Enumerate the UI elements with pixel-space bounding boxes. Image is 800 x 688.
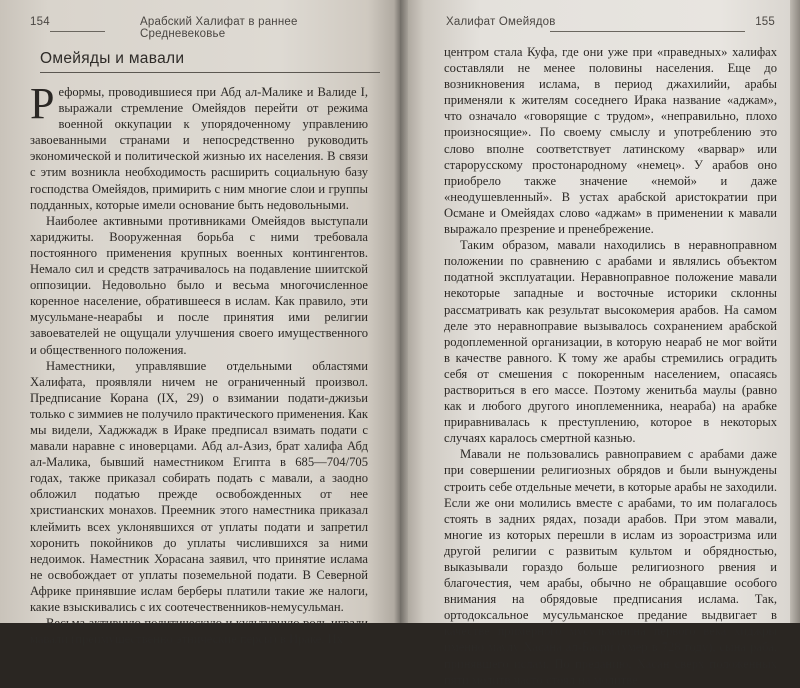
- right-body-text: [444, 44, 777, 688]
- left-head-rule: [50, 31, 105, 32]
- section-rule: [40, 72, 380, 73]
- right-page: [400, 0, 800, 687]
- right-paragraph-2: Таким образом, мавали находились в неравноправном положении по сравнению с арабами и являлись объектом податной эксплуатации. Неравноправное положение мавали некоторые западные и восточные историки склонны рассматривать как результат высокомерия арабов. На самом деле это неравноправие вызывалось сохранением арабской родоплеменной организации, в которую неараб не мог войти в качестве равного. К тому же арабы стремились оградить себя от смешения с покоренным населением, опасаясь раствориться в его массе. Поэтому женитьба маулы (равно как и любого другого иноплеменника, неараба) на арабке приравнивалась к преступлению, которое в некоторых случаях каралось смертной казнью.: [444, 238, 777, 446]
- left-running-title: Арабский Халифат в раннее Средневековье: [140, 16, 298, 40]
- left-paragraph-2: Наиболее активными противниками Омейядов выступали хариджиты. Вооруженная борьба с ними требовала постоянного применения крупных военных контингентов. Немало сил и средств затрачивалось на подавление шиитской оппозиции. Недовольно было и весьма многочисленное коренное население, обратившееся в ислам. Как правило, эти мусульмане-неарабы и после принятия ими религии завоевателей не ощущали улучшения своего имущественного и общественного положения.: [30, 213, 368, 357]
- left-body-text: [30, 79, 368, 647]
- drop-cap: Р: [30, 79, 55, 128]
- book-gutter: [394, 0, 408, 623]
- section-title: Омейяды и мавали: [40, 50, 185, 67]
- right-paragraph-1: центром стала Куфа, где они уже при «праведных» халифах составляли не менее половины населения. Еще до возникновения ислама, в период джахилийи, арабы применяли к жителям соседнего Ирака название «аджам», что означало «говорящие с трудом», «неправильно, плохо произносящие». По своему смыслу и употреблению это слово вполне соответствует латинскому «варвар» или старорусскому простонародному «немец». У арабов оно приобрело также значение «немой» и даже «неодушевленный». В устах арабской аристократии при Османе и Омейядах слово «аджам» в применении к мавали выражало презрение и пренебрежение.: [444, 45, 777, 237]
- left-paragraph-3: Наместники, управлявшие отдельными областями Халифата, проявляли ничем не ограниченный произвол. Предписание Корана (IX, 29) о взимании подати-джизьи только с зиммиев не получило практического применения. Как мы видели, Хаджжадж в Ираке предписал взимать подати с мавали наравне с иноверцами. Абд ал-Азиз, брат халифа Абд ал-Малика, бывший наместником Египта в 685—704/705 годах, также приказал собирать подать с мавали, а заодно обложил податью прежде освобожденных от нее христианских монахов. Преемник этого наместника приказал клеймить всех уклонявшихся от уплаты подати и запретил хоронить покойников до уплаты числившихся за ними недоимок. Наместник Хорасана заявил, что принятие ислама не освобождает от уплаты поземельной подати. В Северной Африке принявшие ислам берберы платили такие же налоги, какие взыскивались с их соотечественников-немусульман.: [30, 358, 368, 614]
- left-paragraph-1: [30, 79, 368, 213]
- left-page-number: 154: [30, 16, 50, 28]
- left-paragraph-1-text: еформы, проводившиеся при Абд ал-Малике и Валиде I, выражали стремление Омейядов перейти от режима военной оккупации к упорядоченному управлению завоеванными странами и непосредственно руководить экономической и политической жизнью их населения. В связи с этим возникла необходимость расширить социальную базу господства Омейядов, примирить с ним многие слои и группы подданных, которые имели основание быть недовольными.: [30, 85, 368, 212]
- right-running-title: Халифат Омейядов: [446, 16, 556, 28]
- right-paragraph-3: Мавали не пользовались равноправием с арабами даже при совершении религиозных обрядов и были вынуждены строить себе отдельные мечети, в которые арабы не заходили. Если же они молились вместе с арабами, то им полагалось стоять в задних рядах, позади арабов. При этом мавали, многие из которых перешли в ислам из зороастризма или другой религии с развитым культом и обрядностью, выказывали гораздо больше религиозного рвения и благочестия, чем арабы, обычно не обращавшие особого внимания на обрядовые предписания ислама. Так, ортодоксальное мусульманское предание выдвигает в качестве примерного мусульманина первого века хиджры именно маулу Хасана ал-Басри (умер в 728 году), сына раба, принявшего ислам. По преданию, Хасан сверх положенных пяти молитв часто стоял на молитве: [444, 447, 777, 687]
- page-edge: [790, 0, 800, 623]
- right-head-rule: [550, 31, 745, 32]
- left-paragraph-4: Весьма активную политическую и культурную роль играли мавали (преимущественно этнические персы) в Ираке. Их: [30, 616, 368, 647]
- left-page: [0, 0, 400, 647]
- right-page-number: 155: [755, 16, 775, 28]
